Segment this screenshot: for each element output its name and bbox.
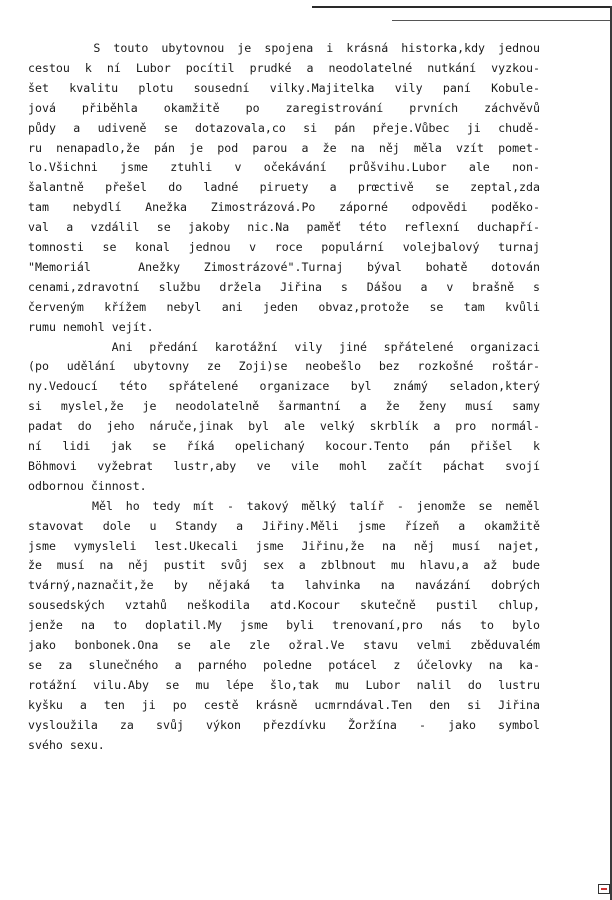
- text-line: se za slunečného a parného poledne potácel z účelovky na ka-: [28, 657, 540, 672]
- text-line: cestou k ní Lubor pocítil prudké a neodolatelné nutkání vyzkou-: [28, 60, 540, 75]
- page-corner-icon: [598, 884, 610, 894]
- text-line: rumu nemohl vejít.: [28, 319, 154, 334]
- text-line: jsme vymysleli lest.Ukecali jsme Jiřinu,že na něj musí najet,: [28, 538, 540, 553]
- text-line: rotážní vilu.Aby se mu lépe šlo,tak mu Lubor nalil do lustru: [28, 677, 540, 692]
- text-line: ny.Vedoucí této spřátelené organizace byl známý seladon,který: [28, 379, 540, 394]
- text-line: stavovat dole u Standy a Jiřiny.Měli jsme řízeň a okamžitě: [28, 518, 540, 533]
- text-line: lo.Všichni jsme ztuhli v očekávání průšvihu.Lubor ale non-: [28, 160, 540, 175]
- text-line: ní lidi jak se říká opelichaný kocour.Tento pán přišel k: [28, 439, 540, 453]
- text-line: Měl ho tedy mít - takový mělký talíř - jenomže se neměl: [28, 498, 540, 513]
- text-line: jenže na to doplatil.My jsme byli trenovaní,pro nás to bylo: [28, 618, 540, 633]
- text-line: padat do jeho náruče,jinak byl ale velký skrblík a pro normál-: [28, 419, 540, 434]
- text-line: tomnosti se konal jednou v roce populární volejbalový turnaj: [28, 240, 540, 254]
- text-line: tvárný,naznačit,že by nějaká ta lahvinka na navázání dobrých: [28, 578, 540, 593]
- text-line: sousedských vztahů neškodila atd.Kocour skutečně pustil chlup,: [28, 598, 540, 613]
- text-line: vysloužila za svůj výkon přezdívku Žoržína - jako symbol: [28, 717, 540, 732]
- text-line: odbornou činnost.: [28, 478, 147, 493]
- text-line: "Memoriál Anežky Zimostrázové".Turnaj býval bohatě dotován: [28, 259, 540, 274]
- text-line: svého sexu.: [28, 737, 105, 752]
- text-line: Böhmovi vyžebrat lustr,aby ve vile mohl začít páchat svojí: [28, 458, 540, 473]
- text-line: Ani předání karotážní vily jiné spřátelené organizaci: [28, 339, 540, 354]
- text-line: tam nebydlí Anežka Zimostrázová.Po záporné odpovědi poděko-: [28, 200, 540, 215]
- text-line: cenami,zdravotní službu držela Jiřina s Dášou a v brašně s: [28, 279, 540, 294]
- text-line: jová přiběhla okamžitě po zaregistrování prvních záchvěvů: [28, 100, 540, 115]
- text-line: kyšku a ten ji po cestě krásně ucmrndával.Ten den si Jiřina: [28, 697, 540, 712]
- text-line: červeným křížem nebyl ani jeden obvaz,protože se tam kvůli: [28, 299, 540, 314]
- text-line: ru nenapadlo,že pán je pod parou a že na něj měla vzít pomet-: [28, 140, 540, 155]
- text-line: šet kvalitu plotu sousední vilky.Majitelka vily paní Kobule-: [28, 80, 540, 95]
- text-line: že musí na něj pustit svůj sex a zblbnout mu hlavu,a až bude: [28, 558, 540, 573]
- text-line: val a vzdálil se jakoby nic.Na paměť této reflexní duchapří-: [28, 220, 540, 235]
- text-line: půdy a udiveně se dotazovala,co si pán přeje.Vůbec ji chudě-: [28, 120, 540, 135]
- text-line: S touto ubytovnou je spojena i krásná historka,kdy jednou: [28, 41, 540, 55]
- text-line: si myslel,že je neodolatelně šarmantní a že ženy musí samy: [28, 399, 540, 414]
- text-line: (po udělání ubytovny ze Zoji)se neobešlo bez rozkošné roštár-: [28, 359, 540, 374]
- text-line: jako bonbonek.Ona se ale zle ožral.Ve stavu velmi zběduvalém: [28, 638, 540, 652]
- text-line: šalantně přešel do ladné piruety a prœctivě se zeptal,zda: [28, 180, 540, 195]
